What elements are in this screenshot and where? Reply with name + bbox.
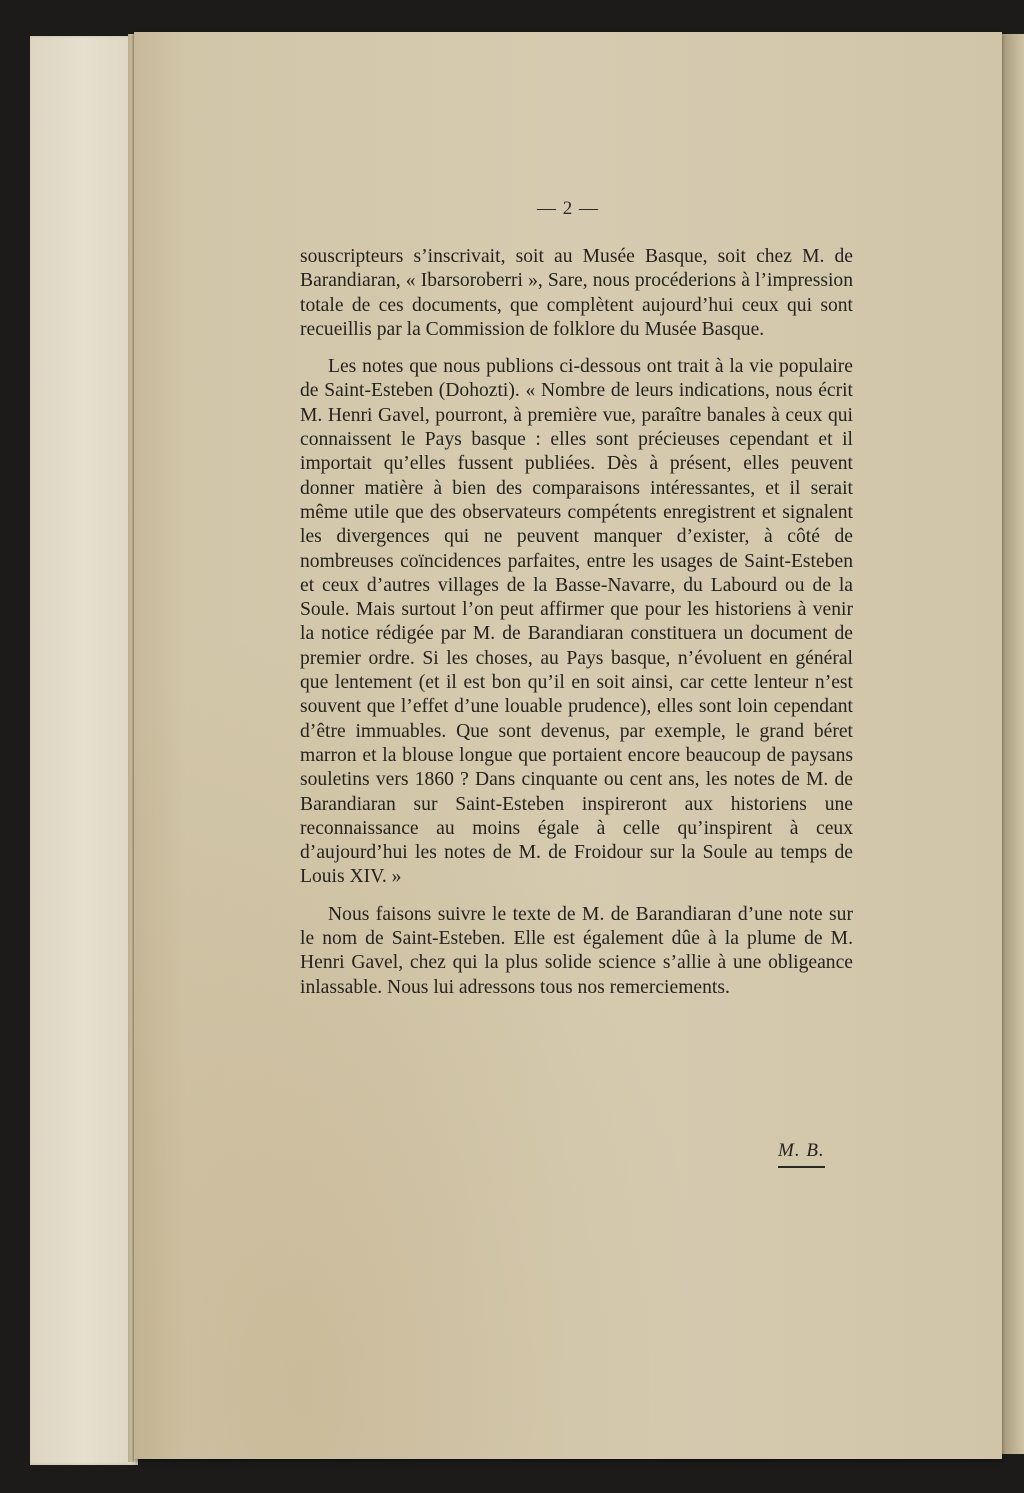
paragraph-continuation: souscripteurs s’inscrivait, soit au Musée Basque, soit chez M. de Barandiaran, « Ibarsoroberri », Sare, nous procéderions à l’impression totale de ces documents, que complètent aujourd’hui ceux qui sont recueillis par la Commission de folklore du Musée Basque.: [300, 246, 853, 340]
body-text: [300, 245, 853, 1000]
page-number: — 2 —: [537, 198, 599, 219]
cover-flap: [30, 36, 138, 1465]
paragraph-acknowledgment: Nous faisons suivre le texte de M. de Barandiaran d’une note sur le nom de Saint-Esteben. Elle est également dûe à la plume de M. Henri Gavel, chez qui la plus solide science s’allie à une obligeance inlassable. Nous lui adressons tous nos remerciements.: [300, 903, 853, 998]
signature: M. B.: [778, 1140, 825, 1168]
book-page: [134, 32, 1002, 1459]
next-page-edge: [1002, 34, 1024, 1454]
paragraph-notes: Les notes que nous publions ci-dessous ont trait à la vie populaire de Saint-Esteben (Dohozti). « Nombre de leurs indications, nous écrit M. Henri Gavel, pourront, à première vue, paraître banales à ceux qui connaissent le Pays basque : elles sont précieuses cependant et il importait qu’elles fussent publiées. Dès à présent, elles peuvent donner matière à bien des comparaisons intéressantes, et il serait même utile que des observateurs compétents enregistrent et signalent les divergences qui ne peuvent manquer d’exister, à côté de nombreuses coïncidences parfaites, entre les usages de Saint-Esteben et ceux d’autres villages de la Basse-Navarre, du Labourd ou de la Soule. Mais surtout l’on peut affirmer que pour les historiens à venir la notice rédigée par M. de Barandiaran constituera un document de premier ordre. Si les choses, au Pays basque, n’évoluent en général que lentement (et il est bon qu’il en soit ainsi, car cette lenteur n’est souvent que l’effet d’une louable prudence), elles sont loin cependant d’être immuables. Que sont devenus, par exemple, le grand béret marron et la blouse longue que portaient encore beaucoup de paysans souletins vers 1860 ? Dans cinquante ou cent ans, les notes de M. de Barandiaran sur Saint-Esteben inspireront aux historiens une reconnaissance au moins égale à celle qu’inspirent à ceux d’aujourd’hui les notes de M. de Froidour sur la Soule au temps de Louis XIV. »: [300, 356, 853, 888]
